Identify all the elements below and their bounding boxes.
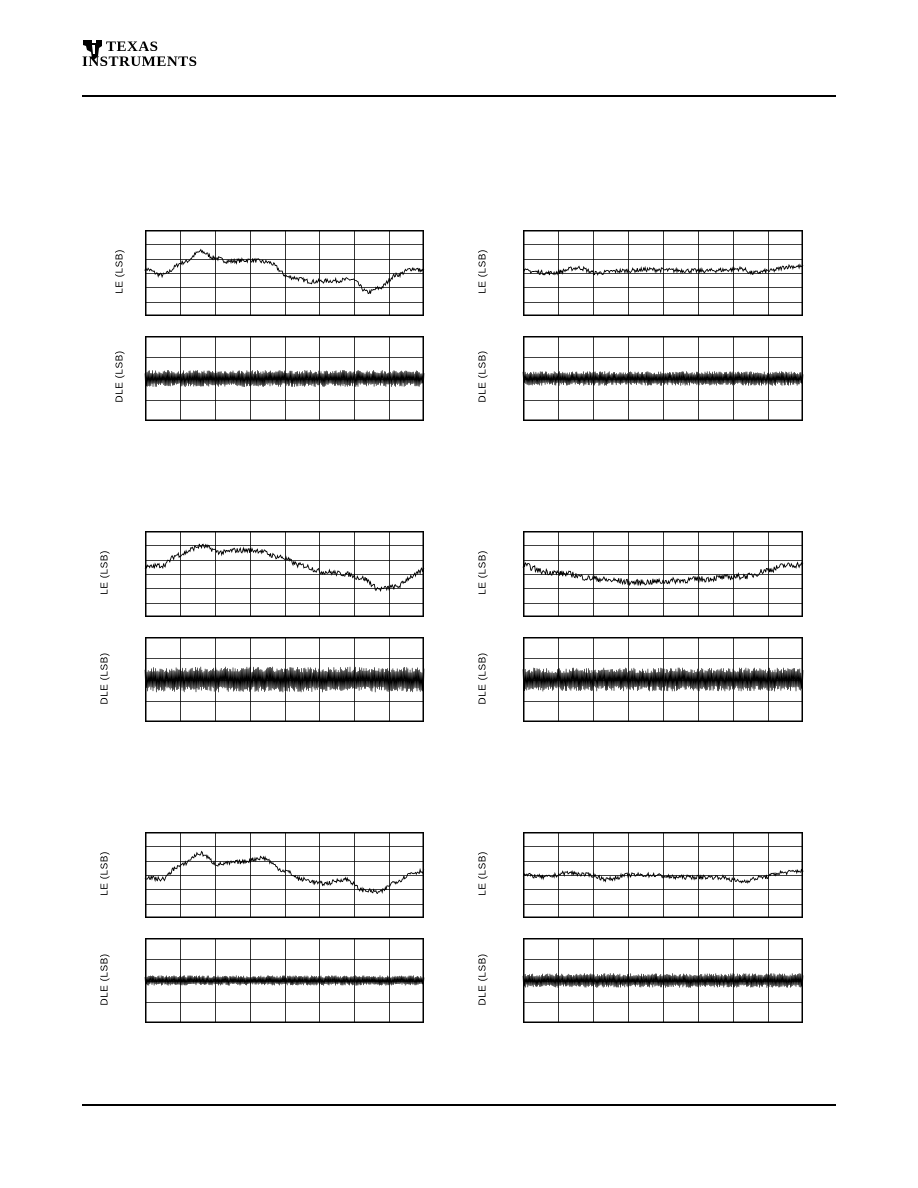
le-plot-3: [145, 531, 424, 617]
plot-svg: [145, 938, 424, 1023]
footer-rule: [82, 1104, 836, 1106]
dle-series-line: [523, 973, 803, 987]
le-series-line: [145, 544, 424, 591]
plot-svg: [523, 336, 803, 421]
plot-svg: [145, 637, 424, 722]
le-plot-5: [145, 832, 424, 918]
plot-svg: [523, 230, 803, 316]
header-rule: [82, 95, 836, 97]
le-plot-6: [523, 832, 803, 918]
plot-svg: [145, 336, 424, 421]
ti-logo: [80, 36, 220, 76]
le-plot-4: [523, 531, 803, 617]
dle-series-line: [523, 371, 803, 385]
dle-series-line: [523, 668, 803, 692]
logo-line-1: TEXAS: [106, 39, 159, 55]
dle-plot-6: [523, 938, 803, 1023]
dle-plot-1: [145, 336, 424, 421]
le-series-line: [145, 852, 424, 894]
le-axis-label-5: LE (LSB): [99, 851, 111, 896]
plot-svg: [145, 531, 424, 617]
dle-plot-5: [145, 938, 424, 1023]
dle-series-line: [145, 667, 424, 692]
le-series-line: [523, 563, 803, 586]
le-axis-label-6: LE (LSB): [477, 851, 489, 896]
dle-axis-label-1: DLE (LSB): [114, 350, 126, 403]
le-series-line: [145, 250, 424, 294]
le-axis-label-3: LE (LSB): [99, 550, 111, 595]
dle-plot-4: [523, 637, 803, 722]
plot-svg: [523, 832, 803, 918]
dle-axis-label-5: DLE (LSB): [99, 953, 111, 1006]
dle-axis-label-2: DLE (LSB): [477, 350, 489, 403]
dle-plot-2: [523, 336, 803, 421]
dle-plot-3: [145, 637, 424, 722]
plot-svg: [523, 637, 803, 722]
le-plot-2: [523, 230, 803, 316]
le-axis-label-2: LE (LSB): [477, 249, 489, 294]
le-axis-label-1: LE (LSB): [114, 249, 126, 294]
dle-axis-label-4: DLE (LSB): [477, 652, 489, 705]
plot-svg: [145, 832, 424, 918]
le-plot-1: [145, 230, 424, 316]
plot-svg: [523, 938, 803, 1023]
dle-series-line: [145, 370, 424, 387]
logo-line-2: INSTRUMENTS: [82, 54, 198, 70]
dle-axis-label-3: DLE (LSB): [99, 652, 111, 705]
le-axis-label-4: LE (LSB): [477, 550, 489, 595]
plot-svg: [145, 230, 424, 316]
dle-axis-label-6: DLE (LSB): [477, 953, 489, 1006]
logo-wordmark: [82, 39, 198, 70]
plot-svg: [523, 531, 803, 617]
dle-series-line: [145, 975, 424, 985]
